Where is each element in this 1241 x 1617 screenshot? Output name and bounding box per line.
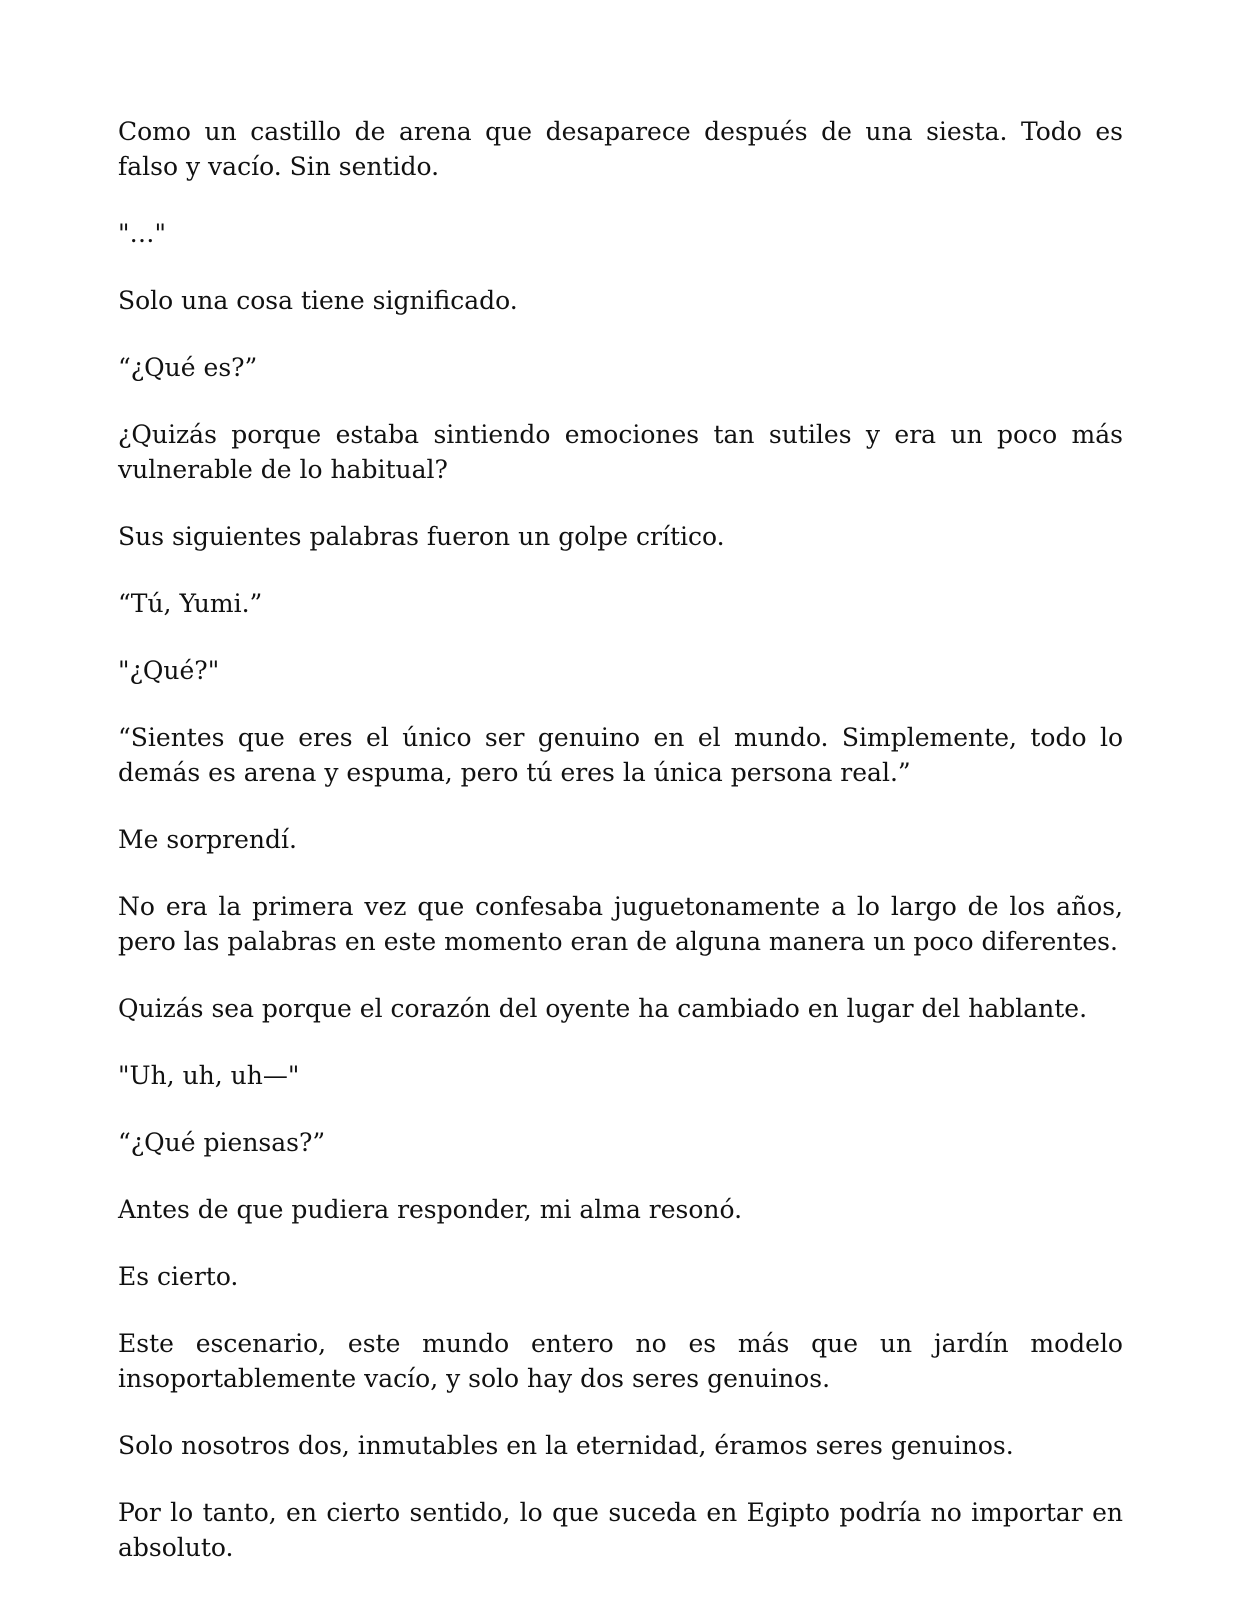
- paragraph: "…": [118, 219, 166, 248]
- paragraph: No era la primera vez que confesaba juguetonamente a lo largo de los años, pero las palabras en este momento eran de alguna manera un poco diferentes.: [118, 892, 1123, 956]
- paragraph: ¿Quizás porque estaba sintiendo emociones tan sutiles y era un poco más vulnerable de lo habitual?: [118, 420, 1123, 484]
- paragraph: Antes de que pudiera responder, mi alma resonó.: [118, 1195, 743, 1224]
- paragraph: Sus siguientes palabras fueron un golpe crítico.: [118, 522, 725, 551]
- paragraph: Como un castillo de arena que desaparece después de una siesta. Todo es falso y vacío. Sin sentido.: [118, 117, 1123, 181]
- paragraph: "Uh, uh, uh—": [118, 1061, 300, 1090]
- paragraph: “¿Qué piensas?”: [118, 1128, 326, 1157]
- paragraph: “Tú, Yumi.”: [118, 589, 263, 618]
- paragraph: Es cierto.: [118, 1262, 239, 1291]
- paragraph: “Sientes que eres el único ser genuino en el mundo. Simplemente, todo lo demás es arena y espuma, pero tú eres la única persona real.”: [118, 723, 1123, 787]
- paragraph: Solo una cosa tiene significado.: [118, 286, 518, 315]
- paragraph: Me sorprendí.: [118, 825, 297, 854]
- paragraph: Solo nosotros dos, inmutables en la eternidad, éramos seres genuinos.: [118, 1431, 1014, 1460]
- document-page: [118, 114, 1123, 1565]
- paragraph: Quizás sea porque el corazón del oyente ha cambiado en lugar del hablante.: [118, 994, 1088, 1023]
- paragraph: Este escenario, este mundo entero no es más que un jardín modelo insoportablemente vacío, y solo hay dos seres genuinos.: [118, 1329, 1123, 1393]
- paragraph: “¿Qué es?”: [118, 353, 258, 382]
- paragraph: Por lo tanto, en cierto sentido, lo que suceda en Egipto podría no importar en absoluto.: [118, 1498, 1123, 1562]
- paragraph: "¿Qué?": [118, 656, 220, 685]
